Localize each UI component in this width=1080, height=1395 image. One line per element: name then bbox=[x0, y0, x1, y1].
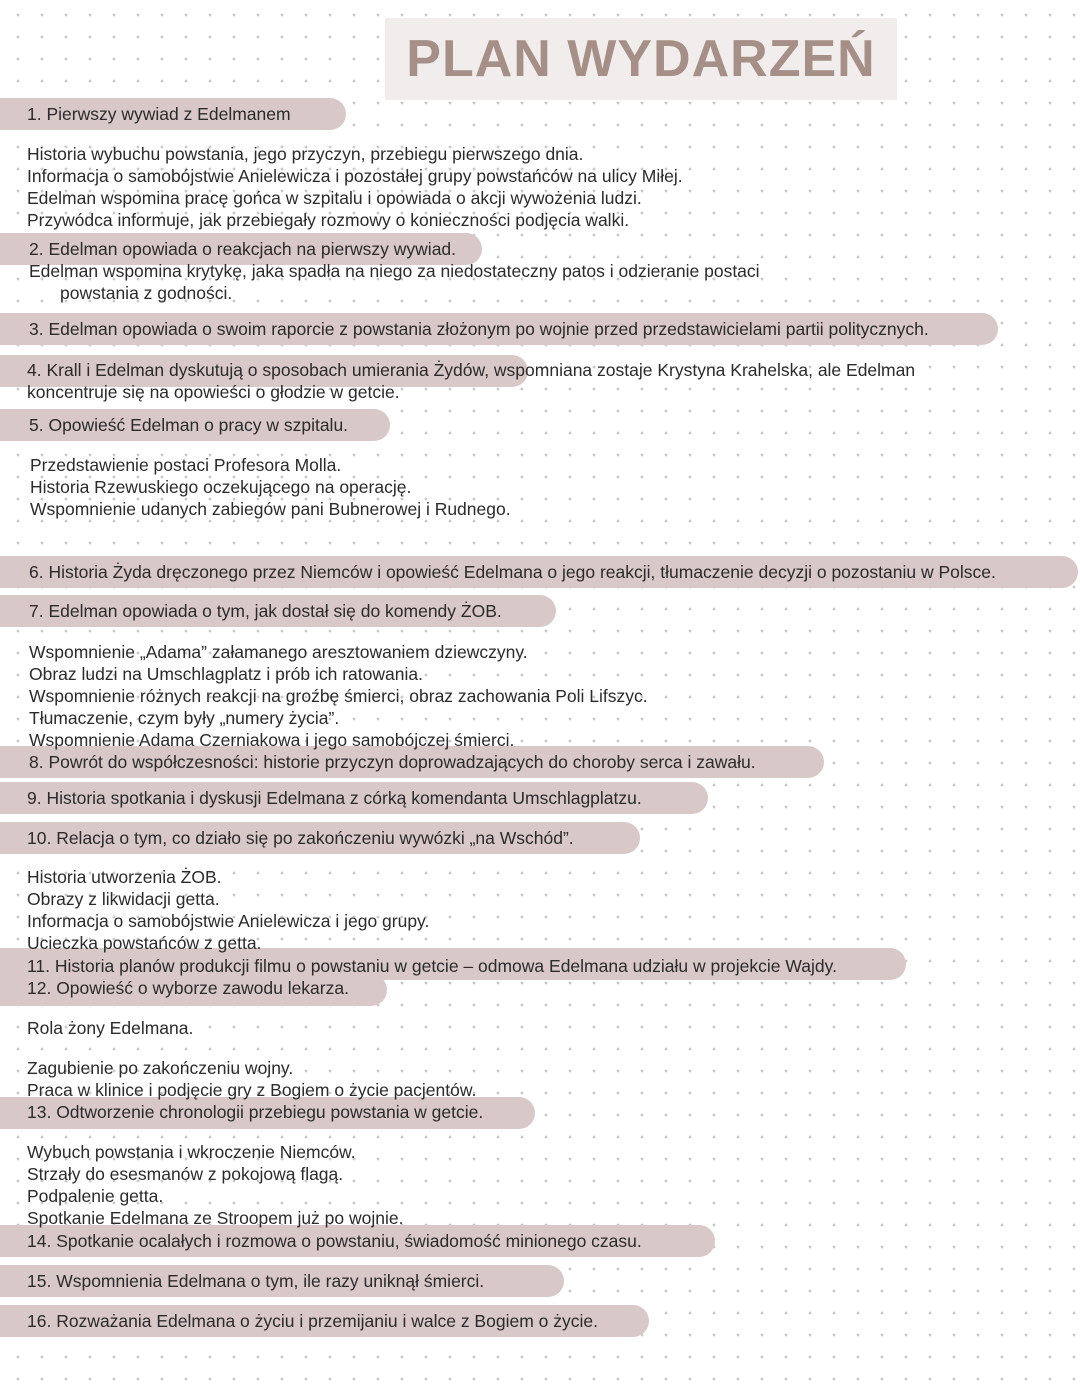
section-line: Wybuch powstania i wkroczenie Niemców. bbox=[27, 1142, 356, 1162]
section-line: Przywódca informuje, jak przebiegały rozmowy o konieczności podjęcia walki. bbox=[27, 210, 630, 230]
section-line: Zagubienie po zakończeniu wojny. bbox=[27, 1058, 294, 1078]
section-heading: 2. Edelman opowiada o reakcjach na pierwszy wywiad. bbox=[29, 239, 457, 259]
section-line: Ucieczka powstańców z getta. bbox=[27, 933, 262, 953]
section-line: Obraz ludzi na Umschlagplatz i prób ich ratowania. bbox=[29, 664, 423, 684]
section-line: Historia Rzewuskiego oczekującego na operację. bbox=[30, 477, 412, 497]
section-heading: 10. Relacja o tym, co działo się po zakończeniu wywózki „na Wschód”. bbox=[27, 828, 574, 848]
section-heading: 7. Edelman opowiada o tym, jak dostał się do komendy ŻOB. bbox=[29, 601, 502, 621]
section-heading: 14. Spotkanie ocalałych i rozmowa o powstaniu, świadomość minionego czasu. bbox=[27, 1231, 642, 1251]
section-line: Historia utworzenia ŻOB. bbox=[27, 867, 222, 887]
section-line: Strzały do esesmanów z pokojową flagą. bbox=[27, 1164, 344, 1184]
section-line: Wspomnienie „Adama” załamanego aresztowaniem dziewczyny. bbox=[29, 642, 528, 662]
section-line: Spotkanie Edelmana ze Stroopem już po wojnie. bbox=[27, 1208, 404, 1228]
section-line: Edelman wspomina krytykę, jaka spadła na niego za niedostateczny patos i odzieranie postaci bbox=[29, 261, 760, 281]
section-heading: 4. Krall i Edelman dyskutują o sposobach umierania Żydów, wspomniana zostaje Krystyna Krahelska, ale Edelman bbox=[27, 360, 916, 380]
section-heading: 11. Historia planów produkcji filmu o powstaniu w getcie – odmowa Edelmana udziału w projekcie Wajdy. bbox=[27, 956, 837, 976]
section-heading: 9. Historia spotkania i dyskusji Edelmana z córką komendanta Umschlagplatzu. bbox=[27, 788, 642, 808]
section-line: Edelman wspomina pracę gońca w szpitalu i opowiada o akcji wywożenia ludzi. bbox=[27, 188, 642, 208]
section-line: Praca w klinice i podjęcie gry z Bogiem o życie pacjentów. bbox=[27, 1080, 477, 1100]
page-title: PLAN WYDARZEŃ bbox=[406, 30, 876, 88]
section-line: Historia wybuchu powstania, jego przyczyn, przebiegu pierwszego dnia. bbox=[27, 144, 584, 164]
section-line: Wspomnienie udanych zabiegów pani Bubnerowej i Rudnego. bbox=[30, 499, 511, 519]
section-heading: 16. Rozważania Edelmana o życiu i przemijaniu i walce z Bogiem o życie. bbox=[27, 1311, 598, 1331]
section-line: Podpalenie getta. bbox=[27, 1186, 164, 1206]
section-heading: 6. Historia Żyda dręczonego przez Niemców i opowieść Edelmana o jego reakcji, tłumaczenie decyzji o pozostaniu w Polsce. bbox=[29, 562, 996, 582]
section-heading: 13. Odtworzenie chronologii przebiegu powstania w getcie. bbox=[27, 1102, 484, 1122]
section-heading: 15. Wspomnienia Edelmana o tym, ile razy uniknął śmierci. bbox=[27, 1271, 485, 1291]
section-line: Obrazy z likwidacji getta. bbox=[27, 889, 220, 909]
section-line: Informacja o samobójstwie Anielewicza i pozostałej grupy powstańców na ulicy Miłej. bbox=[27, 166, 683, 186]
section-line: Przedstawienie postaci Profesora Molla. bbox=[30, 455, 342, 475]
section-line: Rola żony Edelmana. bbox=[27, 1018, 194, 1038]
section-line: Wspomnienie różnych reakcji na groźbę śmierci, obraz zachowania Poli Lifszyc. bbox=[29, 686, 648, 706]
section-heading: 8. Powrót do współczesności: historie przyczyn doprowadzających do choroby serca i zawału. bbox=[29, 752, 756, 772]
section-line: Informacja o samobójstwie Anielewicza i jego grupy. bbox=[27, 911, 430, 931]
section-heading: 5. Opowieść Edelman o pracy w szpitalu. bbox=[29, 415, 349, 435]
section-heading: 12. Opowieść o wyborze zawodu lekarza. bbox=[27, 978, 349, 998]
section-line: Tłumaczenie, czym były „numery życia”. bbox=[29, 708, 340, 728]
section-line: powstania z godności. bbox=[60, 283, 233, 303]
section-line: koncentruje się na opowieści o głodzie w getcie. bbox=[27, 382, 400, 402]
section-line: Wspomnienie Adama Czerniakowa i jego samobójczej śmierci. bbox=[29, 730, 515, 750]
section-heading: 3. Edelman opowiada o swoim raporcie z powstania złożonym po wojnie przed przedstawicielami partii politycznych. bbox=[29, 319, 929, 339]
section-heading: 1. Pierwszy wywiad z Edelmanem bbox=[27, 104, 291, 124]
title-box bbox=[385, 18, 897, 100]
